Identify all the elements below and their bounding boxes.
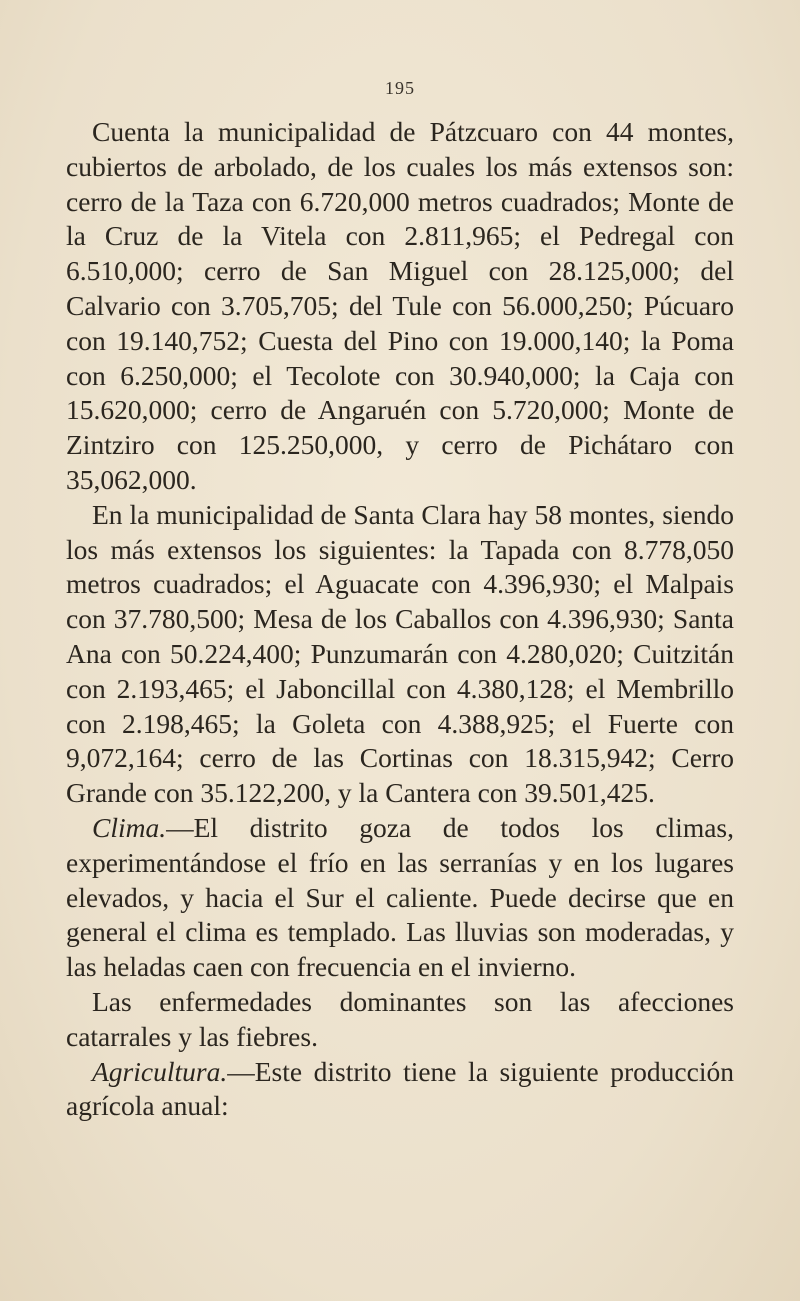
paragraph-montes-santa-clara [66,498,734,811]
section-lead-clima: Clima. [92,811,167,843]
paragraph-montes-patzcuaro [66,115,734,498]
body-text [66,115,734,1124]
paragraph-text: Cuenta la municipalidad de Pátzcuaro con 44 montes, cubiertos de arbolado, de los cuales los más extensos son: cerro de la Taza con 6.720,000 metros cuadrados; Monte de la Cruz de la Vitela con 2.811,965; el Pedregal con 6.510,000; cerro de San Miguel con 28.125,000; del Calvario con 3.705,705; del Tule con 56.000,250; Púcuaro con 19.140,752; Cuesta del Pino con 19.000,140; la Poma con 6.250,000; el Tecolote con 30.940,000; la Caja con 15.620,000; cerro de Angaruén con 5.720,000; Monte de Zintziro con 125.250,000, y cerro de Pichátaro con 35,062,000. [66,116,734,495]
page-number: 195 [385,78,415,98]
paragraph-text: Las enfermedades dominantes son las afecciones catarrales y las fiebres. [66,985,734,1052]
paragraph-agricultura [66,1055,734,1125]
paragraph-text: —El distrito goza de todos los climas, experimentándose el frío en las serranías y en los lugares elevados, y hacia el Sur el caliente. Puede decirse que en general el clima es templado. Las lluvias son moderadas, y las heladas caen con frecuencia en el invierno. [66,811,734,983]
section-lead-agricultura: Agricultura. [92,1055,228,1087]
paragraph-text: —Este distrito tiene la siguiente producción agrícola anual: [66,1055,734,1122]
paragraph-text: En la municipalidad de Santa Clara hay 58 montes, siendo los más extensos los siguientes: la Tapada con 8.778,050 metros cuadrados; el Aguacate con 4.396,930; el Malpais con 37.780,500; Mesa de los Caballos con 4.396,930; Santa Ana con 50.224,400; Punzumarán con 4.280,020; Cuitzitán con 2.193,465; el Jaboncillal con 4.380,128; el Membrillo con 2.198,465; la Goleta con 4.388,925; el Fuerte con 9,072,164; cerro de las Cortinas con 18.315,942; Cerro Grande con 35.122,200, y la Cantera con 39.501,425. [66,498,734,809]
paragraph-enfermedades [66,985,734,1055]
paragraph-clima [66,811,734,985]
